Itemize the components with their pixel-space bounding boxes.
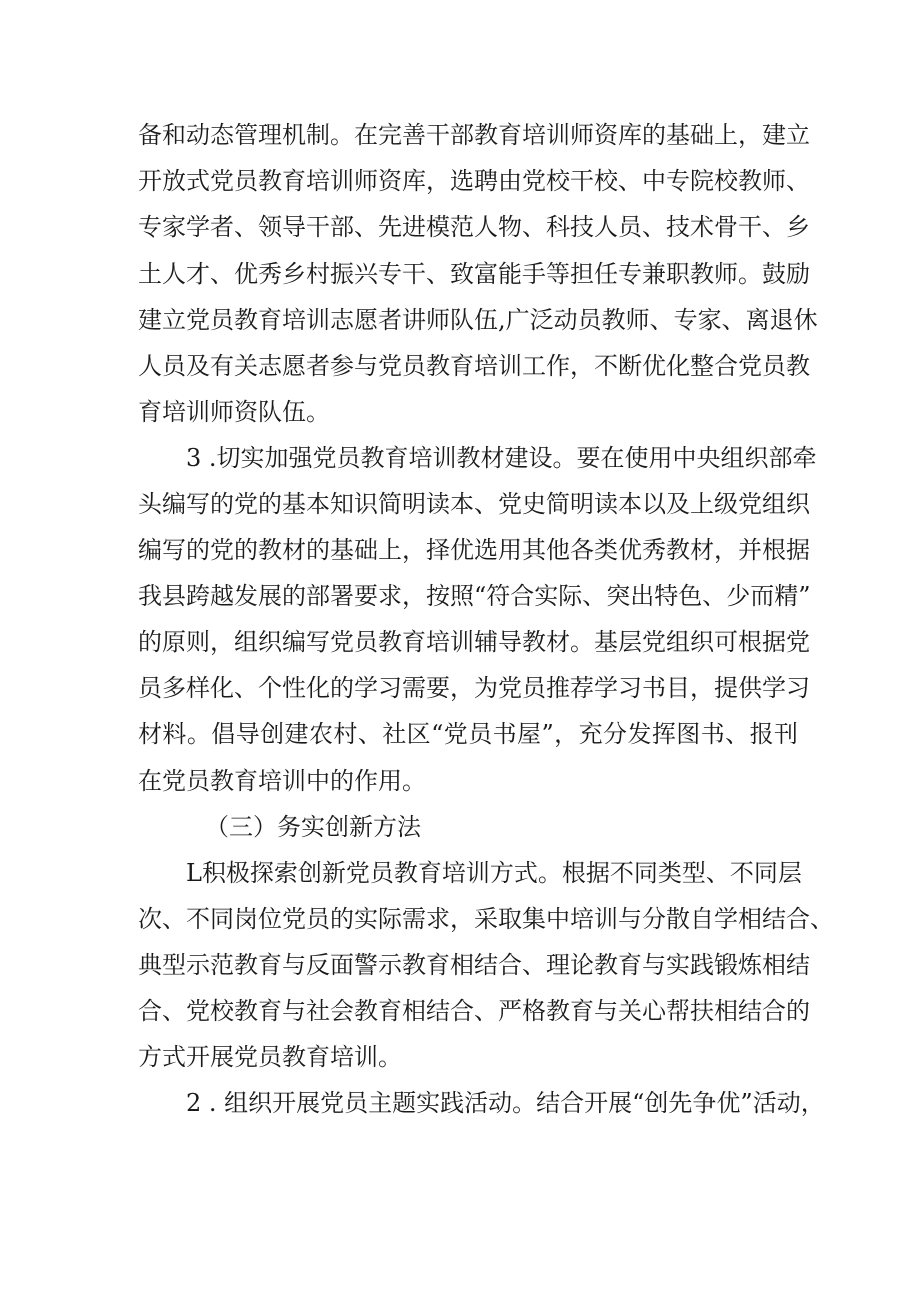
paragraph-line: 专家学者、领导干部、先进模范人物、科技人员、技术骨干、乡 <box>138 213 810 241</box>
paragraph-line: 的原则，组织编写党员教育培训辅导教材。基层党组织可根据党 <box>138 628 810 656</box>
paragraph-line: 育培训师资队伍。 <box>138 398 330 426</box>
paragraph-line: 方式开展党员教育培训。 <box>138 1043 402 1071</box>
paragraph-line: 在党员教育培训中的作用。 <box>138 767 426 795</box>
paragraph-line: 2 . 组织开展党员主题实践活动。结合开展“创先争优”活动， <box>186 1089 825 1117</box>
paragraph-line: 土人才、优秀乡村振兴专干、致富能手等担任专兼职教师。鼓励 <box>138 260 810 288</box>
paragraph-line: 员多样化、个性化的学习需要，为党员推荐学习书目，提供学习 <box>138 674 810 702</box>
paragraph-line: 典型示范教育与反面警示教育相结合、理论教育与实践锻炼相结 <box>138 951 810 979</box>
paragraph-line: 次、不同岗位党员的实际需求，采取集中培训与分散自学相结合、 <box>138 905 834 933</box>
paragraph-line: 开放式党员教育培训师资库，选聘由党校干校、中专院校教师、 <box>138 167 810 195</box>
paragraph-line: 我县跨越发展的部署要求，按照“符合实际、突出特色、少而精” <box>138 582 811 610</box>
paragraph-line: 材料。倡导创建农村、社区“党员书屋”，充分发挥图书、报刊 <box>138 720 798 748</box>
paragraph-line: 备和动态管理机制。在完善干部教育培训师资库的基础上，建立 <box>138 121 810 149</box>
section-heading: （三）务实创新方法 <box>205 813 421 841</box>
paragraph-line: 人员及有关志愿者参与党员教育培训工作，不断优化整合党员教 <box>138 352 810 380</box>
paragraph-line: L积极探索创新党员教育培训方式。根据不同类型、不同层 <box>186 859 802 887</box>
paragraph-line: 合、党校教育与社会教育相结合、严格教育与关心帮扶相结合的 <box>138 997 810 1025</box>
paragraph-line: 建立党员教育培训志愿者讲师队伍,广泛动员教师、专家、离退休 <box>138 306 818 334</box>
paragraph-line: 编写的党的教材的基础上，择优选用其他各类优秀教材，并根据 <box>138 536 810 564</box>
paragraph-line: 头编写的党的基本知识简明读本、党史简明读本以及上级党组织 <box>138 490 810 518</box>
paragraph-line: 3 .切实加强党员教育培训教材建设。要在使用中央组织部牵 <box>186 444 817 472</box>
